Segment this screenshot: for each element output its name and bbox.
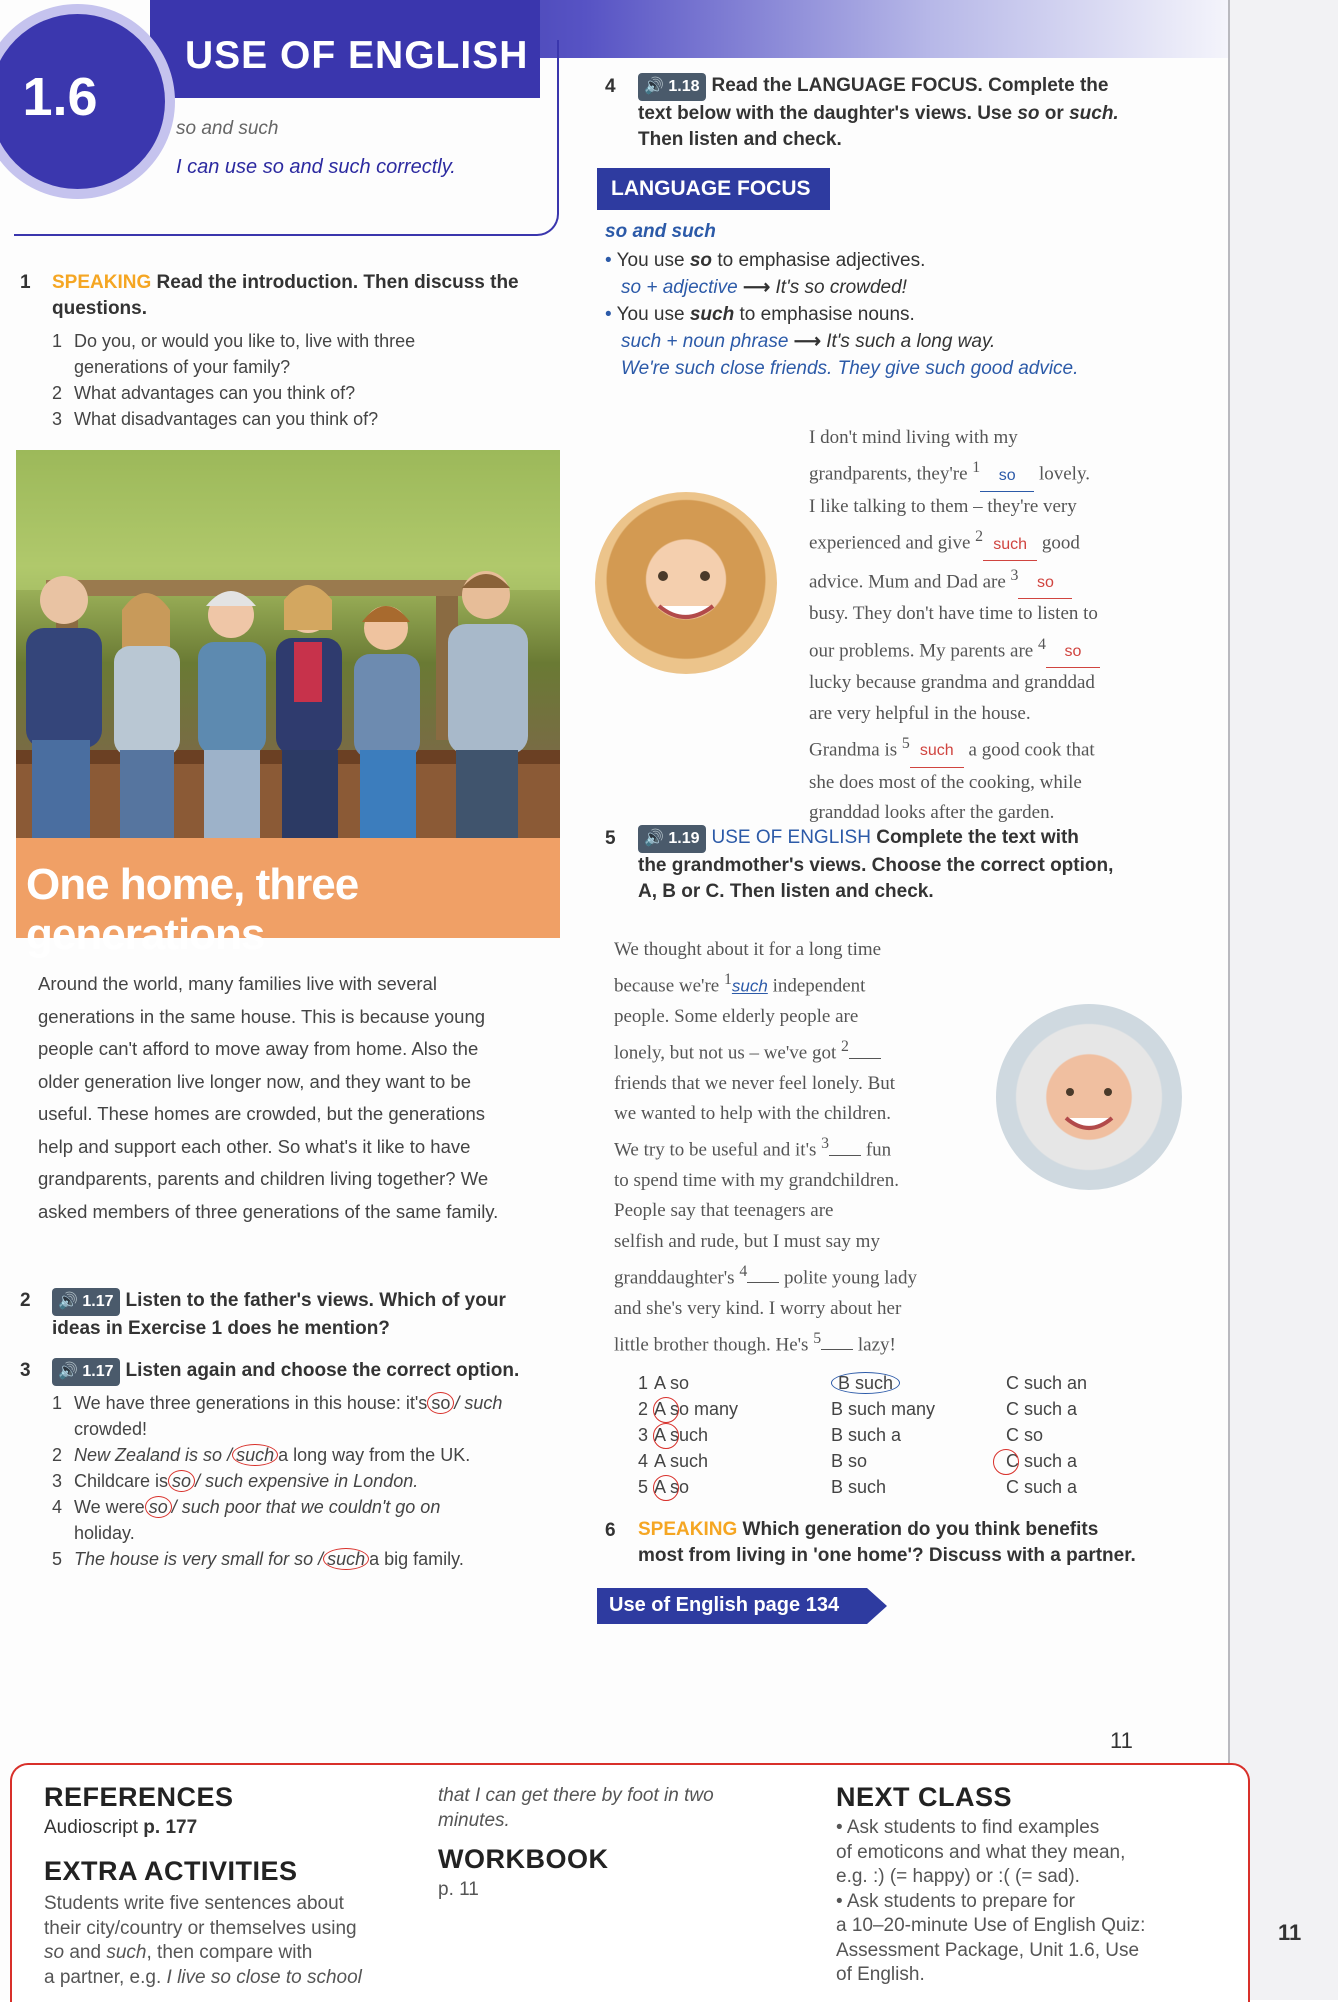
text-line: Grandma is $^5$ such a good cook that bbox=[809, 729, 1209, 768]
ex3-item-2: 2 New Zealand is so / such a long way from the UK. bbox=[52, 1445, 471, 1465]
text-line: because we're $^1$such independent bbox=[614, 971, 866, 997]
unit-number: 1.6 bbox=[22, 67, 98, 127]
ex3-items bbox=[52, 1390, 562, 1572]
text-line: grandparents, they're $^1$ so lovely. bbox=[809, 453, 1209, 492]
text-line: our problems. My parents are $^4$ so bbox=[809, 630, 1209, 669]
ex4-instruction: 🔊 1.18 Read the LANGUAGE FOCUS. Complete the text below with the daughter's views. Use so or such. Then listen and check. bbox=[638, 75, 1119, 150]
text-line: granddad looks after the garden. bbox=[809, 801, 1055, 823]
selected-answer: so bbox=[145, 1496, 172, 1518]
answer-blank: so bbox=[980, 461, 1034, 492]
text-line: people. Some elderly people are bbox=[614, 1005, 859, 1027]
answer-blank: such bbox=[910, 736, 964, 767]
page-number: 11 bbox=[1110, 1728, 1133, 1753]
answer-blank: such bbox=[983, 530, 1037, 561]
text-line: granddaughter's $^4$ polite young lady bbox=[614, 1262, 917, 1289]
side-page-number: 11 bbox=[1278, 1920, 1302, 1945]
family-photo bbox=[16, 450, 560, 838]
grandmother-face-icon bbox=[996, 1004, 1182, 1190]
ex1-number: 1 bbox=[20, 272, 31, 293]
ex3-item-5: 5 The house is very small for so / such a big family. bbox=[52, 1549, 464, 1569]
text-line: and she's very kind. I worry about her bbox=[614, 1297, 902, 1319]
ex2-number: 2 bbox=[20, 1290, 31, 1311]
text-line: lucky because grandma and granddad bbox=[809, 672, 1095, 694]
ex3-item-3: 3 Childcare is so / such expensive in London. bbox=[52, 1471, 419, 1491]
text-line: advice. Mum and Dad are $^3$ so bbox=[809, 561, 1209, 600]
daughter-text bbox=[809, 423, 1209, 828]
text-line: little brother though. He's $^5$ lazy! bbox=[614, 1329, 896, 1356]
ex1-q2: 2 What advantages can you think of? bbox=[52, 383, 356, 403]
text-line: are very helpful in the house. bbox=[809, 702, 1031, 724]
answer-circle-3 bbox=[653, 1423, 679, 1449]
ex3-item-4-cont: holiday. bbox=[74, 1523, 135, 1543]
text-line: We thought about it for a long time bbox=[614, 939, 882, 960]
audio-track-icon[interactable]: 🔊 1.17 bbox=[52, 1358, 120, 1386]
workbook-heading: WORKBOOK bbox=[438, 1844, 609, 1874]
ex1-q1b: generations of your family? bbox=[74, 357, 291, 377]
intro-line: useful. These homes are crowded, but the generations bbox=[38, 1103, 486, 1124]
lesson-topic: so and such bbox=[176, 118, 279, 139]
lf-rules bbox=[605, 247, 1205, 382]
option-row-4: 4 A such B so C such a bbox=[638, 1451, 1078, 1471]
extra-activities-text: Students write five sentences about their city/country or themselves using so and such, then compare with a partner, e.g. I live so close to school bbox=[44, 1893, 362, 1988]
text-line: we wanted to help with the children. bbox=[614, 1103, 892, 1125]
intro-line: people can't afford to move away from home. Also the bbox=[38, 1038, 479, 1059]
audio-track-icon[interactable]: 🔊 1.19 bbox=[638, 825, 706, 853]
family-illustration bbox=[16, 450, 560, 838]
references-heading: REFERENCES bbox=[44, 1782, 234, 1812]
extra-activities-heading: EXTRA ACTIVITIES bbox=[44, 1856, 298, 1886]
grandmother-portrait bbox=[996, 1004, 1182, 1190]
text-line: experienced and give $^2$ such good bbox=[809, 522, 1209, 561]
ex3-item-1: 1 We have three generations in this house: it's so / such bbox=[52, 1393, 503, 1413]
selected-answer: so bbox=[427, 1392, 454, 1414]
text-line: she does most of the cooking, while bbox=[809, 771, 1082, 793]
workbook-page: p. 11 bbox=[438, 1879, 479, 1900]
text-line: I don't mind living with my bbox=[809, 427, 1018, 448]
option-row-2: 2 A so many B such many C such a bbox=[638, 1399, 1078, 1419]
article-title: One home, three generations bbox=[26, 860, 359, 959]
lf-example-1: so + adjective ⟶ It's so crowded! bbox=[621, 277, 907, 298]
answer-example: such bbox=[731, 976, 768, 996]
ex4-number: 4 bbox=[605, 76, 616, 97]
intro-line: generations in the same house. This is because young bbox=[38, 1005, 486, 1027]
next-class-text: • Ask students to find examples of emoticons and what they mean, e.g. :) (= happy) or :( (= sad). • Ask students to prepare for a 10–20-minute Use of English Quiz: Assessment Package, Unit 1.6, Use of English. bbox=[836, 1817, 1146, 1985]
article-intro bbox=[38, 968, 538, 1228]
ex1-instruction bbox=[52, 270, 552, 322]
text-line: busy. They don't have time to listen to bbox=[809, 603, 1098, 625]
audio-track-icon[interactable]: 🔊 1.18 bbox=[638, 73, 706, 101]
answer-blank[interactable] bbox=[747, 1282, 779, 1283]
lf-example-3: We're such close friends. They give such good advice. bbox=[621, 358, 1079, 379]
lf-bullet-1: • You use so to emphasise adjectives. bbox=[605, 250, 926, 271]
ex5-options bbox=[638, 1370, 1198, 1500]
language-focus-header: LANGUAGE FOCUS bbox=[597, 168, 830, 210]
text-line: People say that teenagers are bbox=[614, 1200, 834, 1222]
selected-answer: so bbox=[168, 1470, 195, 1492]
ex6-number: 6 bbox=[605, 1520, 616, 1541]
ex3-instruction: 🔊 1.17 Listen again and choose the correct option. bbox=[52, 1358, 562, 1386]
selected-answer: such bbox=[323, 1548, 369, 1570]
text-line: I like talking to them – they're very bbox=[809, 495, 1077, 517]
answer-circle-5 bbox=[653, 1475, 679, 1501]
ex1-text: Read the introduction. Then discuss the questions. bbox=[52, 272, 519, 319]
selected-answer: such bbox=[232, 1444, 278, 1466]
answer-blank[interactable] bbox=[821, 1349, 853, 1350]
answer-blank: so bbox=[1046, 637, 1100, 668]
selected-option[interactable]: B such bbox=[831, 1372, 900, 1394]
text-line: to spend time with my grandchildren. bbox=[614, 1170, 899, 1192]
option-row-5: 5 A so B such C such a bbox=[638, 1477, 1078, 1497]
lf-example-2: such + noun phrase ⟶ It's such a long way. bbox=[621, 331, 996, 352]
intro-line: asked members of three generations of the same family. bbox=[38, 1200, 499, 1222]
grammar-reference-link[interactable]: Use of English page 134 bbox=[597, 1588, 867, 1624]
ex6-instruction: SPEAKING Which generation do you think benefits most from living in 'one home'? Discuss with a partner. bbox=[638, 1519, 1136, 1566]
audio-track-icon[interactable]: 🔊 1.17 bbox=[52, 1288, 120, 1316]
lf-bullet-2: • You use such to emphasise nouns. bbox=[605, 304, 915, 325]
option-row-3: 3 A such B such a C so bbox=[638, 1425, 1044, 1445]
article-banner bbox=[16, 838, 560, 959]
ex1-q1: 1 Do you, or would you like to, live with three bbox=[52, 331, 416, 351]
option-row-1: 1 A so B such C such an bbox=[638, 1373, 1088, 1393]
intro-line: help and support each other. So what's it like to have bbox=[38, 1135, 471, 1157]
lf-subtitle: so and such bbox=[605, 221, 716, 242]
ex3-item-4: 4 We were so / such poor that we couldn't go on bbox=[52, 1497, 441, 1517]
text-line: We try to be useful and it's $^3$ fun bbox=[614, 1135, 892, 1161]
text-line: selfish and rude, but I must say my bbox=[614, 1230, 880, 1252]
ex1-q3: 3 What disadvantages can you think of? bbox=[52, 409, 379, 429]
intro-line: older generation live longer now, and they want to be bbox=[38, 1070, 471, 1092]
intro-line: Around the world, many families live with several bbox=[38, 973, 437, 994]
text-line: friends that we never feel lonely. But bbox=[614, 1072, 896, 1094]
daughter-portrait bbox=[595, 492, 777, 674]
answer-blank: so bbox=[1018, 568, 1072, 599]
ex5-number: 5 bbox=[605, 828, 616, 849]
ex1-questions bbox=[52, 328, 552, 432]
ex2-instruction: 🔊 1.17 Listen to the father's views. Which of your ideas in Exercise 1 does he mention? bbox=[52, 1290, 506, 1339]
answer-circle-2 bbox=[653, 1397, 679, 1423]
answer-blank[interactable] bbox=[849, 1058, 881, 1059]
text-line: lonely, but not us – we've got $^2$ bbox=[614, 1032, 1014, 1069]
margin-strip bbox=[1230, 0, 1338, 2000]
grandma-text bbox=[614, 935, 1014, 1361]
answer-circle-4 bbox=[993, 1449, 1019, 1475]
answer-blank[interactable] bbox=[829, 1155, 861, 1156]
ex3-item-1-cont: crowded! bbox=[74, 1419, 148, 1439]
title-bar bbox=[150, 0, 540, 98]
ex5-instruction: 🔊 1.19 USE OF ENGLISH Complete the text with the grandmother's views. Choose the correct option, A, B or C. Then listen and check. bbox=[638, 827, 1114, 902]
lesson-title: USE OF ENGLISH bbox=[185, 34, 529, 77]
ex1-speaking-label: SPEAKING bbox=[52, 272, 152, 293]
audioscript-ref: Audioscript p. 177 bbox=[44, 1817, 198, 1838]
daughter-face-icon bbox=[595, 492, 777, 674]
next-class-heading: NEXT CLASS bbox=[836, 1782, 1013, 1812]
extra-activities-cont: that I can get there by foot in two minutes. bbox=[438, 1785, 714, 1831]
ex3-number: 3 bbox=[20, 1360, 31, 1381]
intro-line: grandparents, parents and children living together? We bbox=[38, 1168, 489, 1189]
lesson-objective: I can use so and such correctly. bbox=[176, 156, 456, 178]
